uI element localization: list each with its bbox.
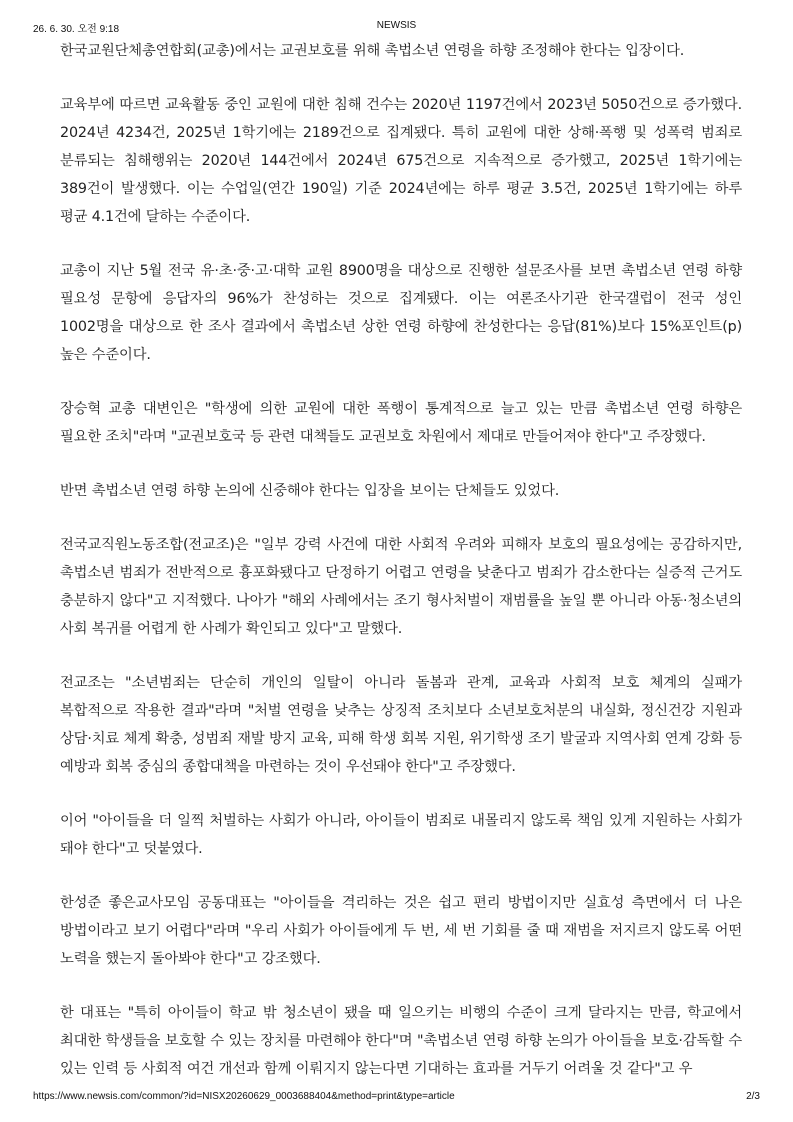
article-paragraph: 이어 "아이들을 더 일찍 처벌하는 사회가 아니라, 아이들이 범죄로 내몰리지 않도록 책임 있게 지원하는 사회가 돼야 한다"고 덧붙였다. — [60, 813, 742, 857]
article-paragraph: 반면 촉법소년 연령 하향 논의에 신중해야 한다는 입장을 보이는 단체들도 있었다. — [60, 483, 560, 499]
page-number: 2/3 — [746, 1091, 760, 1102]
article-paragraph: 교총이 지난 5월 전국 유·초·중·고·대학 교원 8900명을 대상으로 진행한 설문조사를 보면 촉법소년 연령 하향 필요성 문항에 응답자의 96%가 찬성하는 것으로 집계됐다. 이는 여론조사기관 한국갤럽이 전국 성인 1002명을 대상으로 한 조사 결과에서 촉법소년 상한 연령 하향에 찬성한다는 응답(81%)보다 15%포인트(p) 높은 수준이다. — [60, 263, 742, 363]
article-paragraph: 장승혁 교총 대변인은 "학생에 의한 교원에 대한 폭행이 통계적으로 늘고 있는 만큼 촉법소년 연령 하향은 필요한 조치"라며 "교권보호국 등 관련 대책들도 교권보호 차원에서 제대로 만들어져야 한다"고 주장했다. — [60, 401, 742, 445]
article-paragraph: 한 대표는 "특히 아이들이 학교 밖 청소년이 됐을 때 일으키는 비행의 수준이 크게 달라지는 만큼, 학교에서 최대한 학생들을 보호할 수 있는 장치를 마련해야 한다"며 "촉법소년 연령 하향 논의가 아이들을 보호·감독할 수 있는 인력 등 사회적 여건 개선과 함께 이뤄지지 않는다면 기대하는 효과를 거두기 어려울 것 같다"고 우 — [60, 1005, 742, 1077]
article-body — [60, 37, 742, 1083]
article-paragraph: 전교조는 "소년범죄는 단순히 개인의 일탈이 아니라 돌봄과 관계, 교육과 사회적 보호 체계의 실패가 복합적으로 작용한 결과"라며 "처벌 연령을 낮추는 상징적 조치보다 소년보호처분의 내실화, 정신건강 지원과 상담·치료 체계 확충, 성범죄 재발 방지 교육, 피해 학생 회복 지원, 위기학생 조기 발굴과 지역사회 연계 강화 등 예방과 회복 중심의 종합대책을 마련하는 것이 우선돼야 한다"고 주장했다. — [60, 675, 742, 775]
article-paragraph: 전국교직원노동조합(전교조)은 "일부 강력 사건에 대한 사회적 우려와 피해자 보호의 필요성에는 공감하지만, 촉법소년 범죄가 전반적으로 흉포화됐다고 단정하기 어렵고 연령을 낮춘다고 범죄가 감소한다는 실증적 근거도 충분하지 않다"고 지적했다. 나아가 "해외 사례에서는 조기 형사처벌이 재범률을 높일 뿐 아니라 아동·청소년의 사회 복귀를 어렵게 한 사례가 확인되고 있다"고 말했다. — [60, 537, 742, 637]
article-paragraph: 한국교원단체총연합회(교총)에서는 교권보호를 위해 촉법소년 연령을 하향 조정해야 한다는 입장이다. — [60, 43, 685, 59]
article-paragraph: 교육부에 따르면 교육활동 중인 교원에 대한 침해 건수는 2020년 1197건에서 2023년 5050건으로 증가했다. 2024년 4234건, 2025년 1학기에는 2189건으로 집계됐다. 특히 교원에 대한 상해·폭행 및 성폭력 범죄로 분류되는 침해행위는 2020년 144건에서 2024년 675건으로 지속적으로 증가했고, 2025년 1학기에는 389건이 발생했다. 이는 수업일(연간 190일) 기준 2024년에는 하루 평균 3.5건, 2025년 1학기에는 하루 평균 4.1건에 달하는 수준이다. — [60, 97, 742, 225]
site-name: NEWSIS — [376, 20, 417, 31]
article-paragraph: 한성준 좋은교사모임 공동대표는 "아이들을 격리하는 것은 쉽고 편리 방법이지만 실효성 측면에서 더 나은 방법이라고 보기 어렵다"라며 "우리 사회가 아이들에게 두 번, 세 번 기회를 줄 때 재범을 저지르지 않도록 어떤 노력을 했는지 돌아봐야 한다"고 강조했다. — [60, 895, 742, 967]
print-datetime: 26. 6. 30. 오전 9:18 — [33, 24, 120, 35]
print-header — [0, 20, 793, 34]
article-url: https://www.newsis.com/common/?id=NISX20260629_0003688404&method=print&type=article — [33, 1091, 455, 1102]
print-footer — [0, 1091, 793, 1105]
